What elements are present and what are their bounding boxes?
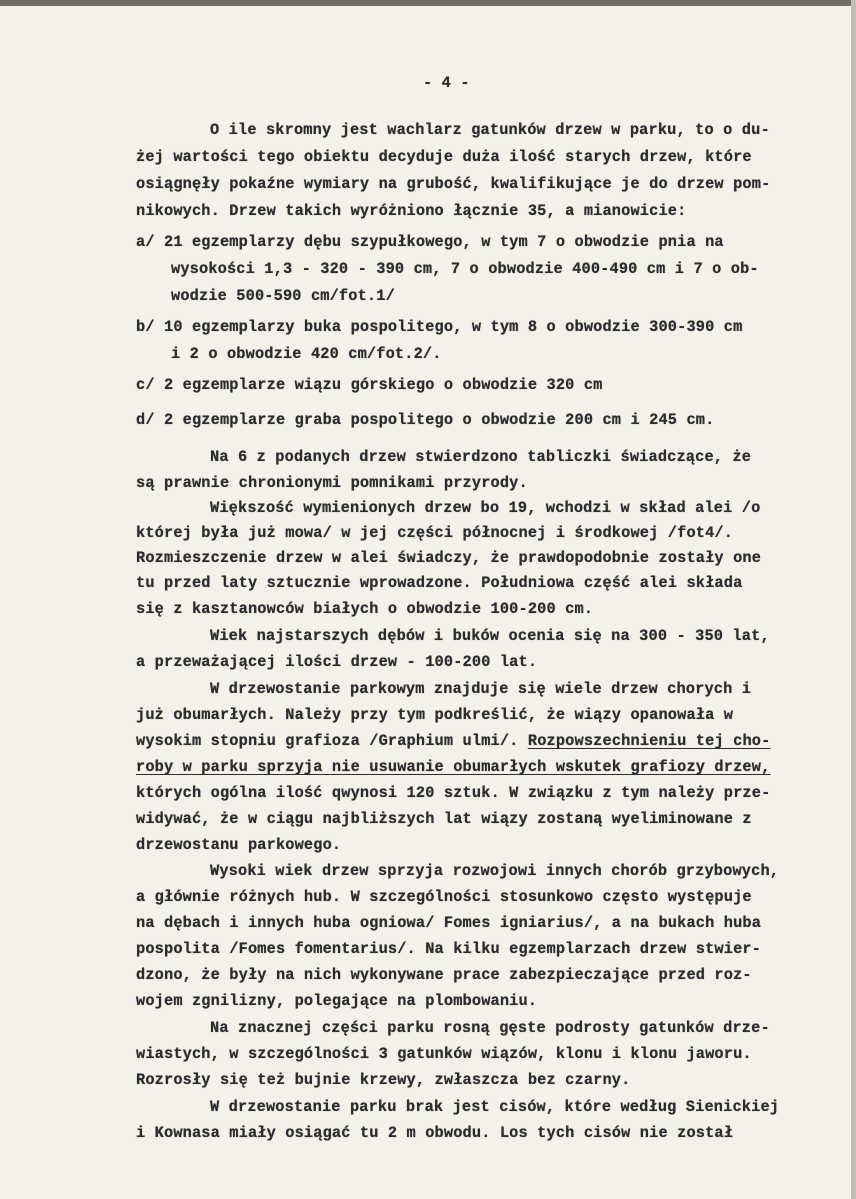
text-line-36: Rozrosły się też bujnie krzewy, zwłaszcza bez czarny.	[136, 1071, 631, 1089]
text-line-14: Większość wymienionych drzew bo 19, wchodzi w skład alei /o	[210, 499, 761, 517]
text-line-4: nikowych. Drzew takich wyróżniono łącznie 35, a mianowicie:	[136, 202, 687, 220]
text-line-17: tu przed laty sztucznie wprowadzone. Południowa część alei składa	[136, 574, 743, 592]
text-line-16: Rozmieszczenie drzew w alei świadczy, że prawdopodobnie zostały one	[136, 549, 762, 567]
text-line-20: a przeważającej ilości drzew - 100-200 lat.	[136, 653, 538, 671]
text-line-15: której była już mowa/ w jej części północnej i środkowej /fot4/.	[136, 524, 734, 542]
list-item-a-line-2: wysokości 1,3 - 320 - 390 cm, 7 o obwodzie 400-490 cm i 7 o ob-	[171, 260, 759, 278]
underlined-text-line: roby w parku sprzyja nie usuwanie obumarłych wskutek grafiozy drzew,	[136, 758, 771, 776]
text-line-1: O ile skromny jest wachlarz gatunków drzew w parku, to o du-	[210, 121, 770, 139]
text-line-37: W drzewostanie parku brak jest cisów, które według Sienickiej	[210, 1098, 780, 1116]
text-line-33: wojem zgnilizny, polegające na plombowaniu.	[136, 992, 538, 1010]
text-line-23	[136, 732, 770, 750]
scan-top-edge	[0, 0, 856, 6]
text-line-38: i Kownasa miały osiągać tu 2 m obwodu. Los tych cisów nie został	[136, 1124, 734, 1142]
list-item-d: d/ 2 egzemplarze graba pospolitego o obwodzie 200 cm i 245 cm.	[136, 411, 715, 429]
text-line-23-plain: wysokim stopniu grafioza /Graphium ulmi/.	[136, 732, 519, 750]
list-item-c: c/ 2 egzemplarze wiązu górskiego o obwodzie 320 cm	[136, 376, 603, 394]
text-line-27: drzewostanu parkowego.	[136, 836, 342, 854]
text-line-22: już obumarłych. Należy przy tym podkreślić, że wiązy opanowała w	[136, 706, 734, 724]
text-line-2: żej wartości tego obiektu decyduje duża ilość starych drzew, które	[136, 148, 752, 166]
text-line-30: na dębach i innych huba ogniowa/ Fomes igniarius/, a na bukach huba	[136, 914, 762, 932]
underlined-text-start: Rozpowszechnieniu tej cho-	[527, 732, 771, 750]
text-line-34: Na znacznej części parku rosną gęste podrosty gatunków drze-	[210, 1019, 770, 1037]
text-line-31: pospolita /Fomes fomentarius/. Na kilku egzemplarzach drzew stwier-	[136, 940, 762, 958]
page-number: - 4 -	[423, 74, 470, 92]
text-line-29: a głównie różnych hub. W szczególności stosunkowo często występuje	[136, 888, 752, 906]
list-item-b-line-2: i 2 o obwodzie 420 cm/fot.2/.	[171, 345, 442, 363]
text-line-18: się z kasztanowców białych o obwodzie 100-200 cm.	[136, 600, 594, 618]
text-line-35: wiastych, w szczególności 3 gatunków wiązów, klonu i klonu jaworu.	[136, 1045, 752, 1063]
text-line-19: Wiek najstarszych dębów i buków ocenia się na 300 - 350 lat,	[210, 627, 770, 645]
text-line-28: Wysoki wiek drzew sprzyja rozwojowi innych chorób grzybowych,	[210, 862, 780, 880]
scan-right-edge	[851, 0, 856, 1199]
text-line-25: których ogólna ilość qwynosi 120 sztuk. W związku z tym należy prze-	[136, 784, 771, 802]
text-line-12: Na 6 z podanych drzew stwierdzono tabliczki świadczące, że	[210, 448, 752, 466]
text-line-13: są prawnie chronionymi pomnikami przyrody.	[136, 474, 528, 492]
list-item-a-line-1: a/ 21 egzemplarzy dębu szypułkowego, w tym 7 o obwodzie pnia na	[136, 233, 724, 251]
text-line-3: osiągnęły pokaźne wymiary na grubość, kwalifikujące je do drzew pom-	[136, 175, 771, 193]
list-item-b-line-1: b/ 10 egzemplarzy buka pospolitego, w tym 8 o obwodzie 300-390 cm	[136, 318, 743, 336]
text-line-26: widywać, że w ciągu najbliższych lat wiązy zostaną wyeliminowane z	[136, 810, 752, 828]
list-item-a-line-3: wodzie 500-590 cm/fot.1/	[171, 287, 395, 305]
text-line-21: W drzewostanie parkowym znajduje się wiele drzew chorych i	[210, 680, 752, 698]
text-line-32: dzono, że były na nich wykonywane prace zabezpieczające przed roz-	[136, 966, 752, 984]
